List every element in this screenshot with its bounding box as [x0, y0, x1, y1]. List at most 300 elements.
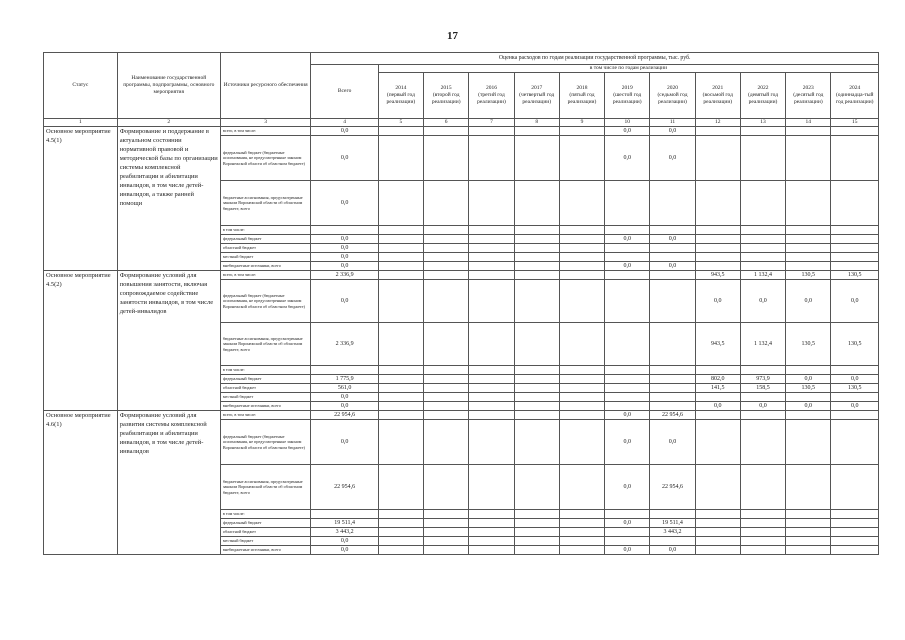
- measure-status: Основное мероприятие 4.5(1): [44, 127, 118, 271]
- value-year-2024: 130,5: [831, 323, 879, 366]
- funding-source: внебюджетные источники, всего: [220, 262, 311, 271]
- value-year-2017: [514, 127, 559, 136]
- value-year-2021: [695, 253, 740, 262]
- value-year-2022: [740, 366, 785, 375]
- value-year-2016: [469, 226, 514, 235]
- value-year-2023: 0,0: [786, 402, 831, 411]
- value-year-2020: 0,0: [650, 235, 695, 244]
- value-year-2017: [514, 271, 559, 280]
- value-year-2021: 0,0: [695, 402, 740, 411]
- value-year-2018: [559, 510, 604, 519]
- value-total: 2 336,9: [311, 271, 378, 280]
- value-year-2020: [650, 393, 695, 402]
- value-year-2019: [605, 226, 650, 235]
- table-row: [44, 127, 879, 136]
- column-number: 2: [117, 119, 220, 127]
- value-year-2014: [378, 271, 423, 280]
- value-year-2015: [424, 393, 469, 402]
- value-year-2023: [786, 411, 831, 420]
- header-status: Статус: [44, 53, 118, 119]
- value-year-2018: [559, 226, 604, 235]
- value-year-2019: [605, 366, 650, 375]
- column-number: 5: [378, 119, 423, 127]
- header-year-note: (одиннадца-тый год реализации): [835, 92, 874, 105]
- value-year-2014: [378, 402, 423, 411]
- header-estimate: Оценка расходов по годам реализации государственной программы, тыс. руб.: [311, 53, 879, 65]
- header-year-value: 2016: [485, 85, 497, 91]
- funding-source: всего, в том числе:: [220, 127, 311, 136]
- value-year-2022: [740, 127, 785, 136]
- value-total: 3 443,2: [311, 528, 378, 537]
- value-year-2021: [695, 244, 740, 253]
- value-year-2015: [424, 271, 469, 280]
- value-year-2015: [424, 465, 469, 510]
- value-year-2024: [831, 528, 879, 537]
- value-total: 0,0: [311, 235, 378, 244]
- header-year-2020: [650, 73, 695, 119]
- value-year-2020: [650, 510, 695, 519]
- header-total: Всего: [311, 65, 378, 119]
- funding-source: федеральный бюджет: [220, 519, 311, 528]
- header-name: Наименование государственной программы, подпрограммы, основного мероприятия: [117, 53, 220, 119]
- value-year-2023: [786, 465, 831, 510]
- value-year-2014: [378, 181, 423, 226]
- column-number: 12: [695, 119, 740, 127]
- value-year-2015: [424, 537, 469, 546]
- value-year-2020: [650, 537, 695, 546]
- value-total: 22 954,6: [311, 411, 378, 420]
- value-total: 19 511,4: [311, 519, 378, 528]
- value-year-2015: [424, 235, 469, 244]
- value-year-2016: [469, 280, 514, 323]
- value-year-2016: [469, 244, 514, 253]
- value-year-2016: [469, 127, 514, 136]
- value-year-2019: [605, 393, 650, 402]
- value-year-2016: [469, 519, 514, 528]
- header-year-2016: [469, 73, 514, 119]
- value-year-2019: 0,0: [605, 136, 650, 181]
- value-year-2019: [605, 271, 650, 280]
- value-year-2024: [831, 411, 879, 420]
- value-year-2016: [469, 384, 514, 393]
- value-total: [311, 366, 378, 375]
- value-year-2021: [695, 127, 740, 136]
- funding-source: местный бюджет: [220, 393, 311, 402]
- value-year-2016: [469, 465, 514, 510]
- funding-source: бюджетные ассигнования, предусмотренные законом Воронежской области об областном бюджете, всего: [220, 323, 311, 366]
- value-year-2021: [695, 226, 740, 235]
- value-year-2023: [786, 537, 831, 546]
- value-year-2017: [514, 402, 559, 411]
- value-year-2024: [831, 127, 879, 136]
- value-year-2020: [650, 280, 695, 323]
- value-year-2020: 22 954,6: [650, 411, 695, 420]
- value-total: 0,0: [311, 253, 378, 262]
- value-year-2017: [514, 393, 559, 402]
- value-year-2015: [424, 226, 469, 235]
- funding-source: местный бюджет: [220, 253, 311, 262]
- value-year-2021: 0,0: [695, 280, 740, 323]
- value-year-2018: [559, 546, 604, 555]
- header-year-2018: [559, 73, 604, 119]
- value-year-2024: [831, 253, 879, 262]
- value-year-2014: [378, 420, 423, 465]
- value-year-2024: [831, 546, 879, 555]
- header-year-2022: [740, 73, 785, 119]
- header-year-value: 2021: [712, 85, 724, 91]
- value-year-2015: [424, 510, 469, 519]
- value-year-2020: [650, 244, 695, 253]
- value-year-2018: [559, 181, 604, 226]
- value-year-2024: [831, 537, 879, 546]
- value-year-2021: [695, 465, 740, 510]
- funding-source: внебюджетные источники, всего: [220, 402, 311, 411]
- value-year-2019: [605, 375, 650, 384]
- value-year-2014: [378, 262, 423, 271]
- value-year-2022: 0,0: [740, 280, 785, 323]
- value-total: 2 336,9: [311, 323, 378, 366]
- value-year-2017: [514, 519, 559, 528]
- value-year-2021: [695, 537, 740, 546]
- header-sources: Источники ресурсного обеспечения: [220, 53, 311, 119]
- value-year-2024: 130,5: [831, 271, 879, 280]
- value-year-2019: [605, 253, 650, 262]
- value-year-2022: [740, 244, 785, 253]
- header-year-value: 2023: [802, 85, 814, 91]
- value-year-2023: [786, 393, 831, 402]
- value-year-2024: [831, 510, 879, 519]
- header-year-value: 2020: [667, 85, 678, 91]
- table-header: [44, 53, 879, 119]
- value-year-2023: [786, 244, 831, 253]
- value-year-2024: [831, 465, 879, 510]
- value-total: 0,0: [311, 244, 378, 253]
- value-year-2020: [650, 323, 695, 366]
- value-year-2021: 943,5: [695, 323, 740, 366]
- value-year-2018: [559, 323, 604, 366]
- value-year-2023: 130,5: [786, 323, 831, 366]
- value-year-2016: [469, 136, 514, 181]
- value-year-2017: [514, 244, 559, 253]
- value-year-2014: [378, 253, 423, 262]
- header-year-value: 2018: [576, 85, 588, 91]
- budget-table: [43, 52, 879, 555]
- value-total: 0,0: [311, 136, 378, 181]
- value-year-2017: [514, 226, 559, 235]
- value-year-2016: [469, 546, 514, 555]
- value-year-2019: 0,0: [605, 235, 650, 244]
- value-year-2014: [378, 366, 423, 375]
- value-year-2024: [831, 244, 879, 253]
- value-year-2016: [469, 253, 514, 262]
- value-year-2014: [378, 375, 423, 384]
- value-year-2017: [514, 510, 559, 519]
- value-total: 0,0: [311, 537, 378, 546]
- value-year-2015: [424, 411, 469, 420]
- value-year-2019: [605, 181, 650, 226]
- measure-name: Формирование и поддержание в актуальном состоянии нормативной правовой и методической базы по организации системы комплексной реабилитации и абилитации инвалидов, в том числе детей-инвалидов, а также ранней помощи: [117, 127, 220, 271]
- value-year-2022: [740, 420, 785, 465]
- page-number: 17: [447, 30, 458, 42]
- value-year-2016: [469, 366, 514, 375]
- funding-source: федеральный бюджет: [220, 235, 311, 244]
- value-year-2015: [424, 528, 469, 537]
- value-year-2022: [740, 262, 785, 271]
- value-year-2014: [378, 537, 423, 546]
- value-year-2016: [469, 181, 514, 226]
- value-year-2019: [605, 510, 650, 519]
- funding-source: внебюджетные источники, всего: [220, 546, 311, 555]
- funding-source: всего, в том числе:: [220, 411, 311, 420]
- value-year-2019: 0,0: [605, 519, 650, 528]
- funding-source: федеральный бюджет (бюджетные ассигнования, не предусмотренные законом Воронежской области об областном бюджете): [220, 280, 311, 323]
- value-year-2021: [695, 181, 740, 226]
- value-year-2017: [514, 181, 559, 226]
- column-number: 7: [469, 119, 514, 127]
- measure-name: Формирование условий для развития системы комплексной реабилитации и абилитации инвалидов, в том числе детей-инвалидов: [117, 411, 220, 555]
- value-year-2018: [559, 402, 604, 411]
- column-number: 10: [605, 119, 650, 127]
- funding-source: федеральный бюджет: [220, 375, 311, 384]
- value-year-2018: [559, 384, 604, 393]
- header-year-value: 2015: [440, 85, 452, 91]
- value-year-2017: [514, 366, 559, 375]
- value-year-2023: [786, 181, 831, 226]
- value-year-2020: [650, 226, 695, 235]
- header-year-note: (девятый год реализации): [748, 92, 779, 105]
- measure-name: Формирование условий для повышения занятости, включая сопровождаемое содействие занятости инвалидов, в том числе детей-инвалидов: [117, 271, 220, 411]
- measure-status: Основное мероприятие 4.5(2): [44, 271, 118, 411]
- value-year-2017: [514, 546, 559, 555]
- value-year-2015: [424, 136, 469, 181]
- header-year-2019: [605, 73, 650, 119]
- value-year-2022: [740, 510, 785, 519]
- value-year-2021: [695, 528, 740, 537]
- value-year-2020: 19 511,4: [650, 519, 695, 528]
- value-year-2015: [424, 420, 469, 465]
- table-row: [44, 271, 879, 280]
- value-year-2018: [559, 393, 604, 402]
- value-year-2020: 0,0: [650, 420, 695, 465]
- header-year-value: 2024: [849, 85, 861, 91]
- value-year-2024: [831, 226, 879, 235]
- funding-source: в том числе:: [220, 366, 311, 375]
- value-year-2019: 0,0: [605, 127, 650, 136]
- value-total: 561,0: [311, 384, 378, 393]
- funding-source: областной бюджет: [220, 528, 311, 537]
- header-year-note: (третий год реализации): [477, 92, 506, 105]
- value-year-2022: [740, 136, 785, 181]
- value-year-2023: [786, 510, 831, 519]
- value-year-2022: 1 132,4: [740, 271, 785, 280]
- value-year-2014: [378, 519, 423, 528]
- value-year-2023: [786, 366, 831, 375]
- value-year-2018: [559, 366, 604, 375]
- value-year-2018: [559, 253, 604, 262]
- value-year-2019: [605, 323, 650, 366]
- value-year-2019: [605, 280, 650, 323]
- value-year-2017: [514, 420, 559, 465]
- header-year-note: (шестой год реализации): [612, 92, 642, 105]
- value-year-2024: [831, 393, 879, 402]
- value-year-2018: [559, 271, 604, 280]
- column-number: 15: [831, 119, 879, 127]
- header-year-2015: [424, 73, 469, 119]
- column-number: 11: [650, 119, 695, 127]
- value-total: 1 775,9: [311, 375, 378, 384]
- value-year-2017: [514, 465, 559, 510]
- value-total: 22 954,6: [311, 465, 378, 510]
- value-year-2015: [424, 546, 469, 555]
- value-year-2016: [469, 420, 514, 465]
- value-year-2022: 1 132,4: [740, 323, 785, 366]
- value-year-2021: [695, 519, 740, 528]
- header-year-note: (второй год реализации): [431, 92, 461, 105]
- value-year-2022: 0,0: [740, 402, 785, 411]
- value-year-2023: [786, 235, 831, 244]
- value-year-2014: [378, 393, 423, 402]
- value-year-2014: [378, 226, 423, 235]
- value-year-2022: [740, 519, 785, 528]
- value-year-2024: [831, 262, 879, 271]
- value-year-2024: [831, 519, 879, 528]
- value-year-2015: [424, 323, 469, 366]
- value-year-2020: [650, 366, 695, 375]
- value-year-2017: [514, 323, 559, 366]
- value-year-2019: 0,0: [605, 262, 650, 271]
- header-year-2021: [695, 73, 740, 119]
- value-year-2024: 0,0: [831, 402, 879, 411]
- value-year-2014: [378, 465, 423, 510]
- funding-source: в том числе:: [220, 510, 311, 519]
- value-year-2023: [786, 420, 831, 465]
- value-year-2019: 0,0: [605, 546, 650, 555]
- header-year-2024: [831, 73, 879, 119]
- value-year-2024: 0,0: [831, 375, 879, 384]
- measure-status: Основное мероприятие 4.6(1): [44, 411, 118, 555]
- value-year-2014: [378, 235, 423, 244]
- value-year-2022: [740, 411, 785, 420]
- value-year-2018: [559, 420, 604, 465]
- value-total: 0,0: [311, 420, 378, 465]
- value-year-2020: [650, 181, 695, 226]
- value-total: 0,0: [311, 181, 378, 226]
- value-year-2015: [424, 366, 469, 375]
- value-year-2014: [378, 323, 423, 366]
- value-year-2023: [786, 226, 831, 235]
- value-year-2016: [469, 323, 514, 366]
- value-year-2021: [695, 262, 740, 271]
- value-year-2023: [786, 519, 831, 528]
- value-year-2014: [378, 546, 423, 555]
- header-year-note: (седьмой год реализации): [657, 92, 688, 105]
- value-year-2015: [424, 519, 469, 528]
- value-year-2020: 0,0: [650, 546, 695, 555]
- value-year-2023: [786, 253, 831, 262]
- column-numbers-row: [44, 119, 879, 127]
- value-year-2020: 0,0: [650, 127, 695, 136]
- column-number: 14: [786, 119, 831, 127]
- value-year-2018: [559, 127, 604, 136]
- value-total: 0,0: [311, 127, 378, 136]
- value-year-2016: [469, 235, 514, 244]
- value-year-2021: [695, 136, 740, 181]
- value-year-2016: [469, 402, 514, 411]
- value-year-2017: [514, 375, 559, 384]
- value-year-2022: 973,9: [740, 375, 785, 384]
- value-year-2018: [559, 528, 604, 537]
- value-year-2020: [650, 384, 695, 393]
- value-year-2016: [469, 528, 514, 537]
- funding-source: федеральный бюджет (бюджетные ассигнования, не предусмотренные законом Воронежской области об областном бюджете): [220, 136, 311, 181]
- value-year-2014: [378, 510, 423, 519]
- value-total: 0,0: [311, 546, 378, 555]
- header-year-value: 2019: [621, 85, 633, 91]
- header-year-2023: [786, 73, 831, 119]
- value-year-2019: [605, 528, 650, 537]
- value-year-2017: [514, 235, 559, 244]
- value-year-2017: [514, 262, 559, 271]
- value-year-2015: [424, 253, 469, 262]
- column-number: 6: [424, 119, 469, 127]
- value-year-2020: [650, 253, 695, 262]
- value-year-2016: [469, 537, 514, 546]
- value-year-2015: [424, 181, 469, 226]
- value-year-2016: [469, 375, 514, 384]
- value-year-2014: [378, 136, 423, 181]
- column-number: 8: [514, 119, 559, 127]
- column-number: 9: [559, 119, 604, 127]
- value-total: [311, 226, 378, 235]
- value-year-2024: [831, 181, 879, 226]
- value-year-2017: [514, 280, 559, 323]
- value-year-2023: 130,5: [786, 384, 831, 393]
- value-year-2022: [740, 226, 785, 235]
- value-year-2016: [469, 271, 514, 280]
- value-year-2018: [559, 411, 604, 420]
- column-number: 13: [740, 119, 785, 127]
- column-number: 3: [220, 119, 311, 127]
- value-year-2021: 943,5: [695, 271, 740, 280]
- header-year-value: 2017: [531, 85, 543, 91]
- value-year-2017: [514, 384, 559, 393]
- header-year-2014: [378, 73, 423, 119]
- value-year-2023: [786, 528, 831, 537]
- value-total: [311, 510, 378, 519]
- value-year-2017: [514, 537, 559, 546]
- value-year-2023: [786, 262, 831, 271]
- value-year-2015: [424, 375, 469, 384]
- column-number: 4: [311, 119, 378, 127]
- header-year-value: 2022: [757, 85, 769, 91]
- value-year-2021: [695, 235, 740, 244]
- value-year-2022: [740, 537, 785, 546]
- value-year-2015: [424, 402, 469, 411]
- value-year-2021: [695, 366, 740, 375]
- value-year-2019: [605, 244, 650, 253]
- value-year-2021: [695, 546, 740, 555]
- value-year-2024: 0,0: [831, 280, 879, 323]
- value-total: 0,0: [311, 262, 378, 271]
- header-year-note: (первый год реализации): [386, 92, 416, 105]
- value-year-2022: [740, 181, 785, 226]
- value-year-2018: [559, 375, 604, 384]
- header-by-years: в том числе по годам реализации: [378, 65, 878, 73]
- column-number: 1: [44, 119, 118, 127]
- value-year-2021: [695, 393, 740, 402]
- value-year-2017: [514, 136, 559, 181]
- value-year-2024: [831, 420, 879, 465]
